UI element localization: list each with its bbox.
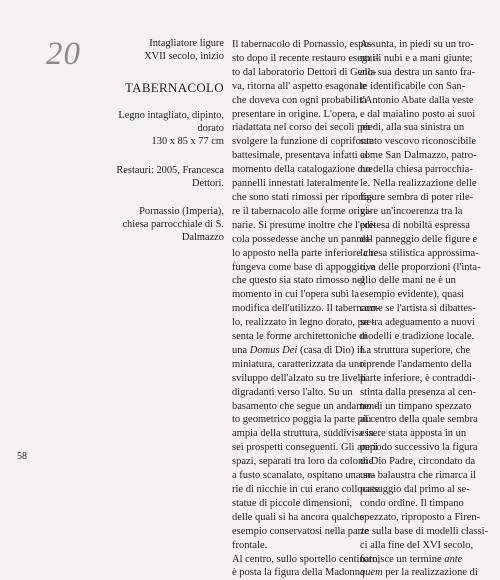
text-line: ze sulla base di modelli classi- bbox=[360, 525, 489, 537]
text-line: vare un'incoerenza tra la bbox=[360, 205, 463, 217]
text-line: a fusto scanalato, ospitano una se- bbox=[232, 470, 376, 482]
text-line: periodo successivo la figura bbox=[360, 442, 478, 454]
text-line: miniatura, caratterizzata da uno bbox=[232, 358, 365, 370]
text-line: dal panneggio delle figure e bbox=[360, 233, 478, 245]
text-line: riprende l'andamento della bbox=[360, 358, 472, 370]
text-line: al centro della quale sembra bbox=[360, 414, 478, 426]
text-line: pretesa di nobiltà espressa bbox=[360, 219, 470, 231]
text-line: fornisce un termine ante bbox=[360, 553, 463, 565]
text-line: te identificabile con San- bbox=[360, 80, 466, 92]
technique-line-1: Legno intagliato, dipinto, dorato bbox=[118, 110, 224, 135]
text-line: momento in cui l'opera subì la bbox=[232, 289, 359, 301]
page-number: 58 bbox=[17, 451, 27, 462]
text-line: frontale. bbox=[232, 539, 268, 551]
text-line: come se l'artista si dibattes- bbox=[360, 303, 476, 315]
text-line: alla sua destra un santo fra- bbox=[360, 66, 476, 78]
text-line: digradanti verso l'alto. Su un bbox=[232, 386, 353, 398]
text-line: passaggio dal primo al se- bbox=[360, 484, 470, 495]
text-line: stinta dalla presenza al cen- bbox=[360, 386, 477, 398]
text-line: e dal maialino posto ai suoi bbox=[360, 108, 476, 120]
text-line: spezzato, riproposto a Firen- bbox=[360, 511, 481, 523]
text-line: fungeva come base di appoggio, e bbox=[232, 261, 375, 273]
dimensions: 130 x 85 x 77 cm bbox=[151, 135, 224, 147]
text-line: statue di piccole dimensioni, bbox=[232, 497, 353, 509]
text-line: esempio conservatosi nella parte bbox=[232, 525, 369, 537]
text-line: ci alla fine del XVI secolo, bbox=[360, 539, 474, 551]
restorations: Restauri: 2005, Francesca Dettori. bbox=[116, 164, 224, 189]
text-line: cola possedesse anche un pannel- bbox=[232, 233, 373, 245]
text-line: quem per la realizzazione di bbox=[360, 567, 478, 579]
text-line: che doveva con ogni probabilità bbox=[232, 94, 367, 106]
text-line: t'Antonio Abate dalla veste bbox=[360, 94, 474, 106]
location-line-1: Pornassio (Imperia), bbox=[139, 206, 224, 218]
text-line: narie. Si presume inoltre che l'edi- bbox=[232, 219, 377, 231]
text-line: di Dio Padre, circondato da bbox=[360, 456, 476, 468]
text-line: sto dopo il recente restauro esegui- bbox=[232, 52, 379, 64]
entry-number: 20 bbox=[46, 36, 81, 72]
text-line: pannelli innestati lateralmente bbox=[232, 178, 359, 190]
text-line: battesimale, presentava infatti al bbox=[232, 150, 368, 162]
text-line: figure sembra di poter rile- bbox=[360, 191, 474, 203]
text-line: una Domus Dei (casa di Dio) in bbox=[232, 344, 365, 356]
text-line: tiva delle proporzioni (l'inta- bbox=[360, 261, 481, 273]
text-line: modifica dell'utilizzo. Il tabernaco- bbox=[232, 303, 380, 315]
text-line: basamento che segue un andamen- bbox=[232, 400, 378, 412]
text-line: Al centro, sullo sportello centinato, bbox=[232, 553, 381, 565]
text-line: spazi, separati tra loro da colonne bbox=[232, 456, 374, 468]
text-line: tro di un timpano spezzato bbox=[360, 400, 472, 412]
text-line: modelli e tradizione locale. bbox=[360, 331, 475, 343]
text-line: Il tabernacolo di Pornassio, espo- bbox=[232, 39, 373, 50]
text-column-2 bbox=[360, 38, 489, 580]
text-line: momento della catalogazione due bbox=[232, 164, 373, 176]
text-line: no della chiesa parrocchia- bbox=[360, 164, 473, 176]
text-line: essere stata apposta in un bbox=[360, 428, 467, 440]
text-line: sei prospetti conseguenti. Gli ampi bbox=[232, 442, 379, 454]
text-line: come San Dalmazzo, patro- bbox=[360, 150, 477, 162]
entry-caption bbox=[104, 38, 224, 245]
text-line: lo apposto nella parte inferiore che bbox=[232, 247, 379, 259]
text-line: senta le forme architettoniche di bbox=[232, 331, 368, 343]
text-line: è posta la figura della Madonna bbox=[232, 567, 365, 579]
text-line: lo, realizzato in legno dorato, pre- bbox=[232, 317, 375, 329]
text-line: santo vescovo riconoscibile bbox=[360, 136, 477, 148]
text-line: re il tabernacolo alle forme origi- bbox=[232, 205, 372, 217]
text-line: no di nubi e a mani giunte; bbox=[360, 52, 473, 64]
text-line: la resa stilistica approssima- bbox=[360, 247, 479, 259]
text-line: to dal laboratorio Dettori di Geno- bbox=[232, 66, 377, 78]
text-line: delle quali si ha ancora qualche bbox=[232, 511, 365, 523]
text-line: se tra adeguamento a nuovi bbox=[360, 317, 475, 329]
text-line: le. Nella realizzazione delle bbox=[360, 178, 477, 190]
text-line: condo ordine. Il timpano bbox=[360, 497, 464, 509]
text-line: va, ritorna all' aspetto esagonale bbox=[232, 80, 367, 92]
text-line: sviluppo dell'alzato su tre livelli bbox=[232, 372, 367, 384]
text-line: ampia della struttura, suddivisa in bbox=[232, 428, 375, 440]
text-line: parte inferiore, è contraddi- bbox=[360, 372, 476, 384]
text-column-1 bbox=[232, 38, 381, 580]
text-line: piedi, alla sua sinistra un bbox=[360, 122, 465, 134]
author-line-1: Intagliatore ligure bbox=[149, 38, 224, 49]
text-line: glio delle mani ne è un bbox=[360, 275, 456, 287]
location-line-2: chiesa parrocchiale di S. Dalmazzo bbox=[122, 219, 224, 243]
text-line: svolgere la funzione di coprifonte bbox=[232, 136, 374, 148]
text-line: esempio evidente), quasi bbox=[360, 289, 465, 301]
text-line: Assunta, in piedi su un tro- bbox=[360, 39, 474, 50]
text-line: to geometrico poggia la parte più bbox=[232, 414, 372, 426]
entry-title: TABERNACOLO bbox=[124, 79, 224, 95]
text-line: che questo sia stato rimosso nel bbox=[232, 275, 365, 287]
text-line: rie di nicchie in cui erano collocate bbox=[232, 484, 380, 495]
text-line: riadattata nel corso dei secoli per bbox=[232, 122, 371, 134]
text-line: La struttura superiore, che bbox=[360, 344, 471, 356]
text-line: una balaustra che rimarca il bbox=[360, 470, 477, 482]
text-line: presentare in origine. L'opera, bbox=[232, 108, 358, 120]
text-line: che sono stati rimossi per riporta- bbox=[232, 191, 373, 203]
author-line-2: XVII secolo, inizio bbox=[144, 50, 224, 62]
